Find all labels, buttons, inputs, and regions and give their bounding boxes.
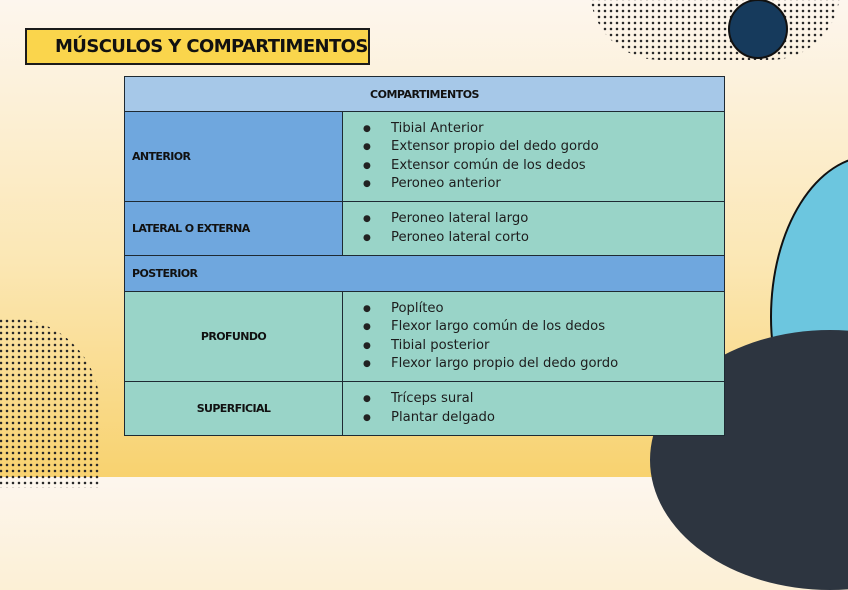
row-label-posterior: POSTERIOR xyxy=(125,256,725,292)
row-label-profundo: PROFUNDO xyxy=(125,292,343,382)
table-row-profundo xyxy=(125,292,725,382)
list-item: ● Tríceps sural xyxy=(391,390,724,409)
row-label-anterior: ANTERIOR xyxy=(125,112,343,202)
list-item: ● Flexor largo propio del dedo gordo xyxy=(391,355,724,374)
list-item: ● Peroneo anterior xyxy=(391,175,724,194)
list-item: ● Extensor propio del dedo gordo xyxy=(391,138,724,157)
list-item: ● Plantar delgado xyxy=(391,409,724,428)
list-item: ● Tibial posterior xyxy=(391,337,724,356)
row-label-lateral: LATERAL O EXTERNA xyxy=(125,202,343,256)
table-row-anterior xyxy=(125,112,725,202)
list-item: ● Tibial Anterior xyxy=(391,120,724,139)
table-row-lateral xyxy=(125,202,725,256)
list-item: ● Flexor largo común de los dedos xyxy=(391,318,724,337)
muscle-list-profundo xyxy=(343,292,725,382)
decorative-dot-pattern-top xyxy=(590,0,840,60)
table-row-superficial xyxy=(125,382,725,436)
muscle-list-superficial xyxy=(343,382,725,436)
list-item: ● Peroneo lateral corto xyxy=(391,229,724,248)
table-header-row xyxy=(125,77,725,112)
list-item: ● Peroneo lateral largo xyxy=(391,210,724,229)
slide-title-box xyxy=(25,28,370,65)
row-label-superficial: SUPERFICIAL xyxy=(125,382,343,436)
list-item: ● Poplíteo xyxy=(391,300,724,319)
table-header: COMPARTIMENTOS xyxy=(125,77,725,112)
slide-title: MÚSCULOS Y COMPARTIMENTOS xyxy=(55,36,368,57)
list-item: ● Extensor común de los dedos xyxy=(391,157,724,176)
table-row-posterior xyxy=(125,256,725,292)
compartments-table xyxy=(124,76,725,436)
decorative-navy-circle xyxy=(728,0,788,59)
decorative-dot-pattern-left xyxy=(0,318,100,488)
muscle-list-anterior xyxy=(343,112,725,202)
muscle-list-lateral xyxy=(343,202,725,256)
